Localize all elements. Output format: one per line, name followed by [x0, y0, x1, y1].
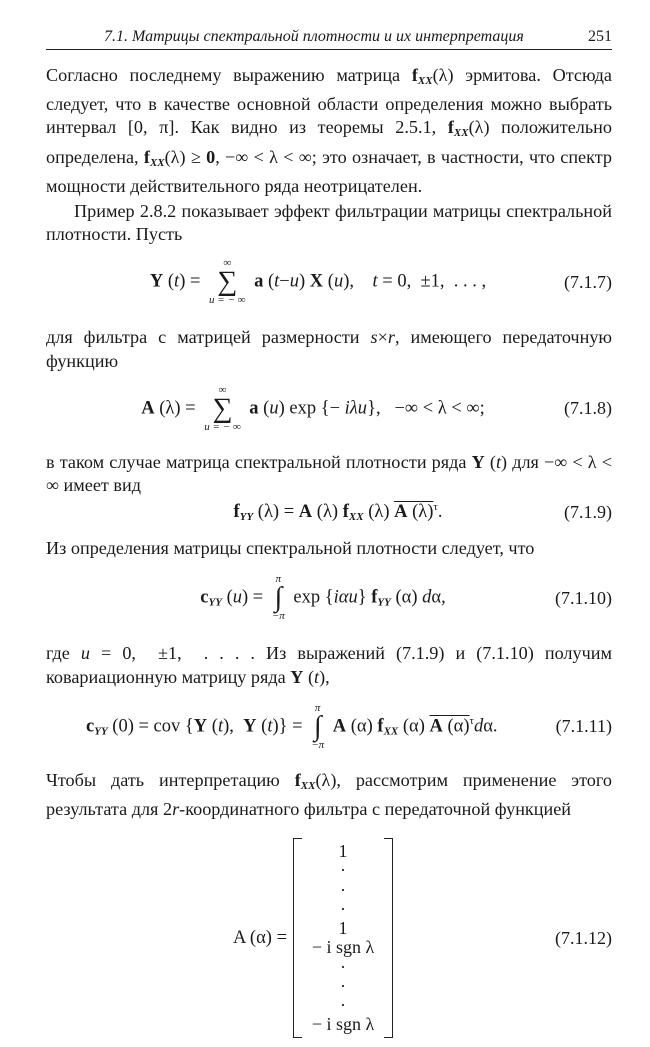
page-number: 251 — [588, 28, 612, 45]
paragraph-example: Пример 2.8.2 показывает эффект фильтрации матрицы спектральной плотности. Пусть — [46, 201, 612, 245]
equation-number: (7.1.11) — [555, 716, 612, 737]
matrix-lhs: A (α) = — [232, 927, 288, 948]
paragraph-covariance: где u = 0, ±1, . . . . Из выражений (7.1.9) и (7.1.10) получим ковариационную матрицу ряда Y (t), — [46, 643, 612, 687]
matrix-entry: · — [340, 860, 347, 881]
matrix-entry: · — [340, 879, 347, 900]
equation-7-1-9: $f_{YY}$ (λ) = A (λ) $f_{XX}$ (λ) A $(\lambda)^\tau$. (7.1.9) — [233, 501, 612, 524]
transfer-matrix — [293, 838, 393, 1038]
matrix-entry: · — [340, 956, 347, 977]
equation-number: (7.1.10) — [555, 587, 612, 608]
paragraph-spectral-case: в таком случае матрица спектральной плотности ряда Y (t) для −∞ < λ < ∞ имеет вид — [46, 451, 613, 496]
matrix-entry: 1 — [338, 841, 348, 862]
running-title: 7.1. Матрицы спектральной плотности и их интерпретация — [104, 28, 524, 45]
paragraph-filter: для фильтра с матрицей размерности s×r, имеющего передаточную функцию — [46, 327, 612, 371]
equation-7-1-11: $c_{YY}$ (0) = cov {Y (t), Y (t)} = π ∫ −π A (α) $f_{XX}$ (α) A $(\alpha)^\tau d\alpha$. (7.1.11) — [86, 701, 612, 751]
matrix-entry: − i sgn λ — [311, 1014, 375, 1035]
equation-7-1-10: $c_{YY}$ (u) = π ∫ −π exp {iαu} $f_{YY}$ (α) dα, (7.1.10) — [200, 573, 612, 623]
paragraph-interpretation: Чтобы дать интерпретацию $f_{XX}(\lambda)$, рассмотрим применение этого результата для 2r-координатного фильтра с передаточной функцией — [46, 769, 612, 820]
matrix-entry: − i sgn λ — [311, 937, 375, 958]
equation-7-1-7: Y (t) = ∞ ∑ u = − ∞ a (t−u) X (u), t = 0, ±1, . . . , (7.1.7) — [149, 257, 612, 307]
page — [46, 28, 612, 1047]
equation-number: (7.1.9) — [564, 501, 612, 522]
equation-number: (7.1.7) — [564, 271, 612, 292]
equation-number: (7.1.8) — [564, 398, 612, 419]
equation-7-1-12 — [46, 829, 612, 1047]
equation-7-1-8: A (λ) = ∞ ∑ u = − ∞ a (u) exp {− iλu}, −∞ < λ < ∞; (7.1.8) — [141, 383, 612, 433]
matrix-entry: 1 — [338, 918, 348, 939]
matrix-entry: · — [340, 995, 347, 1015]
running-header — [46, 28, 612, 50]
paragraph-hermitian: Согласно последнему выражению матрица $f_{XX}(\lambda)$ эрмитова. Отсюда следует, что в качестве основной области определения можно выбрать интервал [0, π]. Как видно из теоремы 2.5.1, $f_{XX}(\lambda)$ положительно определена, $f_{XX}(\lambda) \ge 0$, −∞ < λ < ∞; это означает, в частности, что спектр мощности действительного ряда неотрицателен. — [46, 65, 612, 196]
equation-number: (7.1.12) — [555, 927, 612, 948]
matrix-entry: · — [340, 898, 347, 919]
matrix-entry: · — [340, 975, 347, 996]
paragraph-definition: Из определения матрицы спектральной плотности следует, что — [46, 538, 535, 559]
